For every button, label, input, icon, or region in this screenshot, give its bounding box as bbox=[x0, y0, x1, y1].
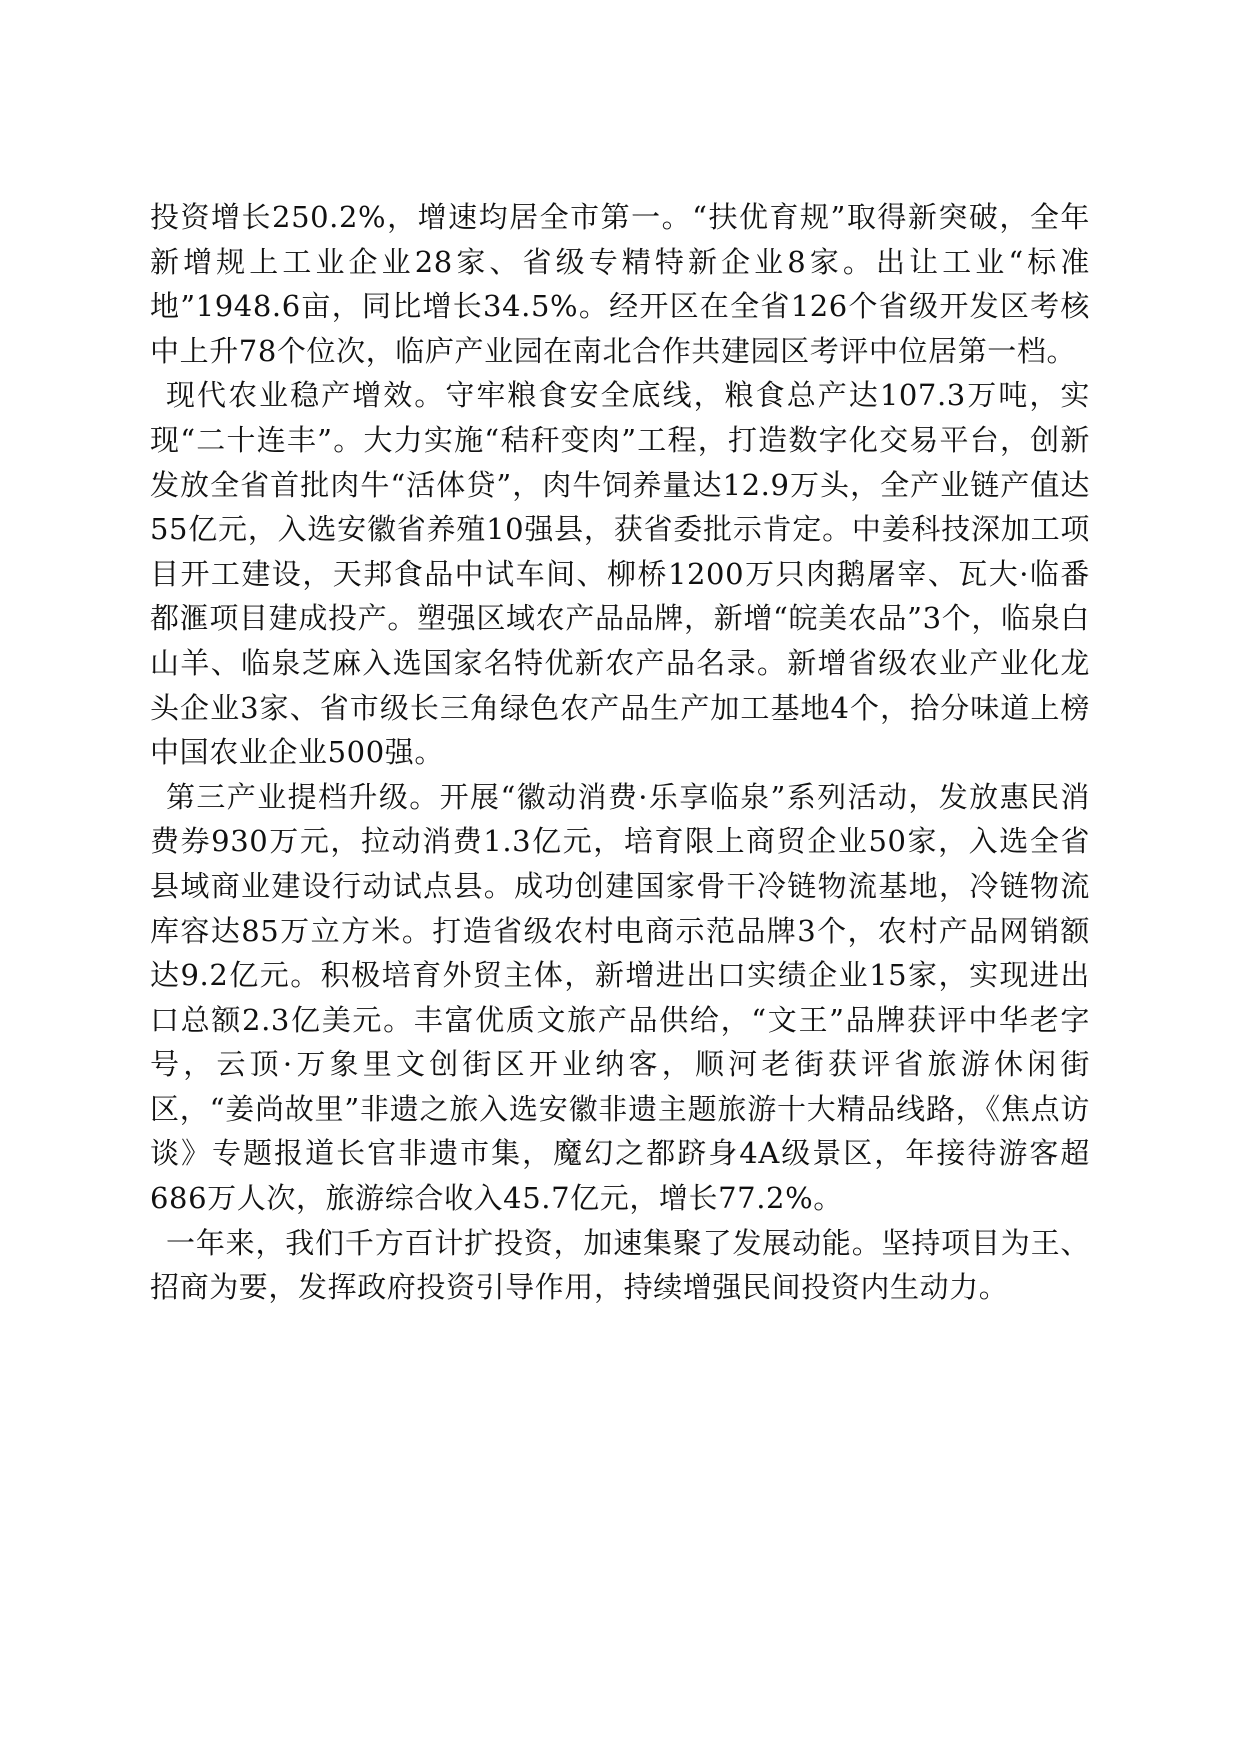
paragraph-tertiary-industry: 第三产业提档升级。开展“徽动消费·乐享临泉”系列活动，发放惠民消费券930万元，拉动消费1.3亿元，培育限上商贸企业50家，入选全省县域商业建设行动试点县。成功创建国家骨干冷链物流基地，冷链物流库容达85万立方米。打造省级农村电商示范品牌3个，农村产品网销额达9.2亿元。积极培育外贸主体，新增进出口实绩企业15家，实现进出口总额2.3亿美元。丰富优质文旅产品供给，“文王”品牌获评中华老字号，云顶·万象里文创街区开业纳客，顺河老街获评省旅游休闲街区，“姜尚故里”非遗之旅入选安徽非遗主题旅游十大精品线路，《焦点访谈》专题报道长官非遗市集，魔幻之都跻身4A级景区，年接待游客超686万人次，旅游综合收入45.7亿元，增长77.2%。 bbox=[150, 779, 1090, 1216]
body-text bbox=[150, 195, 1090, 1310]
paragraph-industry-continued: 投资增长250.2%，增速均居全市第一。“扶优育规”取得新突破，全年新增规上工业企业28家、省级专精特新企业8家。出让工业“标准地”1948.6亩，同比增长34.5%。经开区在全省126个省级开发区考核中上升78个位次，临庐产业园在南北合作共建园区考评中位居第一档。 bbox=[150, 200, 1090, 368]
paragraph-investment: 一年来，我们千方百计扩投资，加速集聚了发展动能。坚持项目为王、招商为要，发挥政府投资引导作用，持续增强民间投资内生动力。 bbox=[150, 1225, 1090, 1305]
paragraph-modern-agriculture: 现代农业稳产增效。守牢粮食安全底线，粮食总产达107.3万吨，实现“二十连丰”。大力实施“秸秆变肉”工程，打造数字化交易平台，创新发放全省首批肉牛“活体贷”，肉牛饲养量达12.9万头，全产业链产值达55亿元，入选安徽省养殖10强县，获省委批示肯定。中姜科技深加工项目开工建设，天邦食品中试车间、柳桥1200万只肉鹅屠宰、瓦大·临番都滙项目建成投产。塑强区域农产品品牌，新增“皖美农品”3个，临泉白山羊、临泉芝麻入选国家名特优新农产品名录。新增省级农业产业化龙头企业3家、省市级长三角绿色农产品生产加工基地4个，拾分味道上榜中国农业企业500强。 bbox=[150, 378, 1090, 770]
